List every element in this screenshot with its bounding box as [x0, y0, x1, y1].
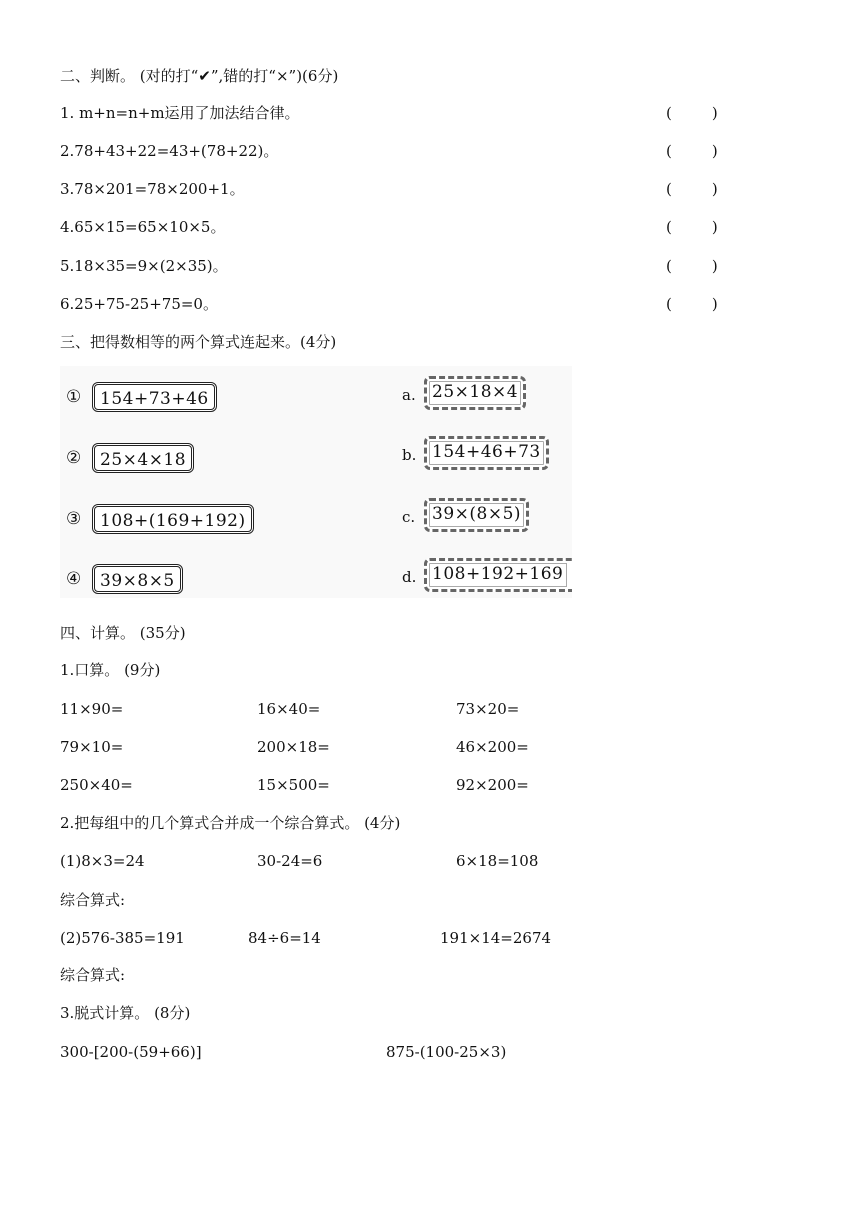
section4-title: 四、计算。 (35分): [60, 624, 186, 642]
oral-problem: 11×90=: [60, 700, 124, 718]
left-expression-2[interactable]: 25×4×18: [92, 443, 194, 473]
combine-label-2: 综合算式:: [60, 966, 126, 984]
oral-problem: 79×10=: [60, 738, 124, 756]
judge-item-4: 4.65×15=65×10×5。: [60, 218, 226, 236]
right-expression-d[interactable]: 108+192+169: [424, 558, 572, 592]
paren-open: (: [666, 295, 672, 313]
right-expression-b[interactable]: 154+46+73: [424, 436, 549, 470]
stepwise-title: 3.脱式计算。 (8分): [60, 1004, 191, 1022]
combine-group2-expr: (2)576-385=191: [60, 929, 185, 947]
judge-item-2: 2.78+43+22=43+(78+22)。: [60, 142, 279, 160]
paren-open: (: [666, 180, 672, 198]
right-expression-c[interactable]: 39×(8×5): [424, 498, 529, 532]
paren-close: ): [711, 104, 718, 122]
left-marker-3: ③: [66, 509, 82, 529]
oral-problem: 15×500=: [257, 776, 330, 794]
combine-title: 2.把每组中的几个算式合并成一个综合算式。 (4分): [60, 814, 401, 832]
oral-problem: 92×200=: [456, 776, 529, 794]
answer-parens-3[interactable]: [666, 179, 718, 199]
oral-calc-title: 1.口算。 (9分): [60, 661, 161, 679]
paren-open: (: [666, 218, 672, 236]
oral-problem: 73×20=: [456, 700, 520, 718]
left-marker-2: ②: [66, 448, 82, 468]
combine-group2-expr: 191×14=2674: [440, 929, 552, 947]
judge-item-6: 6.25+75-25+75=0。: [60, 295, 218, 313]
left-expression-1[interactable]: 154+73+46: [92, 382, 217, 412]
combine-group1-expr: (1)8×3=24: [60, 852, 145, 870]
paren-open: (: [666, 257, 672, 275]
right-marker-c: c.: [402, 508, 416, 526]
answer-parens-5[interactable]: [666, 256, 718, 276]
judge-item-5: 5.18×35=9×(2×35)。: [60, 257, 228, 275]
right-marker-b: b.: [402, 446, 417, 464]
paren-open: (: [666, 104, 672, 122]
right-expression-a[interactable]: 25×18×4: [424, 376, 526, 410]
judge-item-3: 3.78×201=78×200+1。: [60, 180, 245, 198]
paren-close: ): [711, 142, 718, 160]
answer-parens-6[interactable]: [666, 294, 718, 314]
paren-close: ): [711, 218, 718, 236]
left-marker-1: ①: [66, 387, 82, 407]
right-marker-d: d.: [402, 568, 417, 586]
judge-item-1: 1. m+n=n+m运用了加法结合律。: [60, 104, 300, 122]
combine-label-1: 综合算式:: [60, 891, 126, 909]
paren-close: ): [711, 180, 718, 198]
stepwise-problem-2: 875-(100-25×3): [386, 1043, 507, 1061]
oral-problem: 16×40=: [257, 700, 321, 718]
combine-group2-expr: 84÷6=14: [248, 929, 321, 947]
paren-open: (: [666, 142, 672, 160]
section3-title: 三、把得数相等的两个算式连起来。(4分): [60, 333, 337, 351]
left-marker-4: ④: [66, 569, 82, 589]
stepwise-problem-1: 300-[200-(59+66)]: [60, 1043, 202, 1061]
left-expression-4[interactable]: 39×8×5: [92, 564, 183, 594]
oral-problem: 46×200=: [456, 738, 529, 756]
left-expression-3[interactable]: 108+(169+192): [92, 504, 254, 534]
paren-close: ): [711, 257, 718, 275]
section2-title: 二、判断。 (对的打“✔”,错的打“×”)(6分): [60, 67, 339, 85]
answer-parens-4[interactable]: [666, 217, 718, 237]
combine-group1-expr: 6×18=108: [456, 852, 539, 870]
combine-group1-expr: 30-24=6: [257, 852, 323, 870]
answer-parens-2[interactable]: [666, 141, 718, 161]
oral-problem: 200×18=: [257, 738, 330, 756]
answer-parens-1[interactable]: [666, 103, 718, 123]
paren-close: ): [711, 295, 718, 313]
right-marker-a: a.: [402, 386, 416, 404]
oral-problem: 250×40=: [60, 776, 133, 794]
